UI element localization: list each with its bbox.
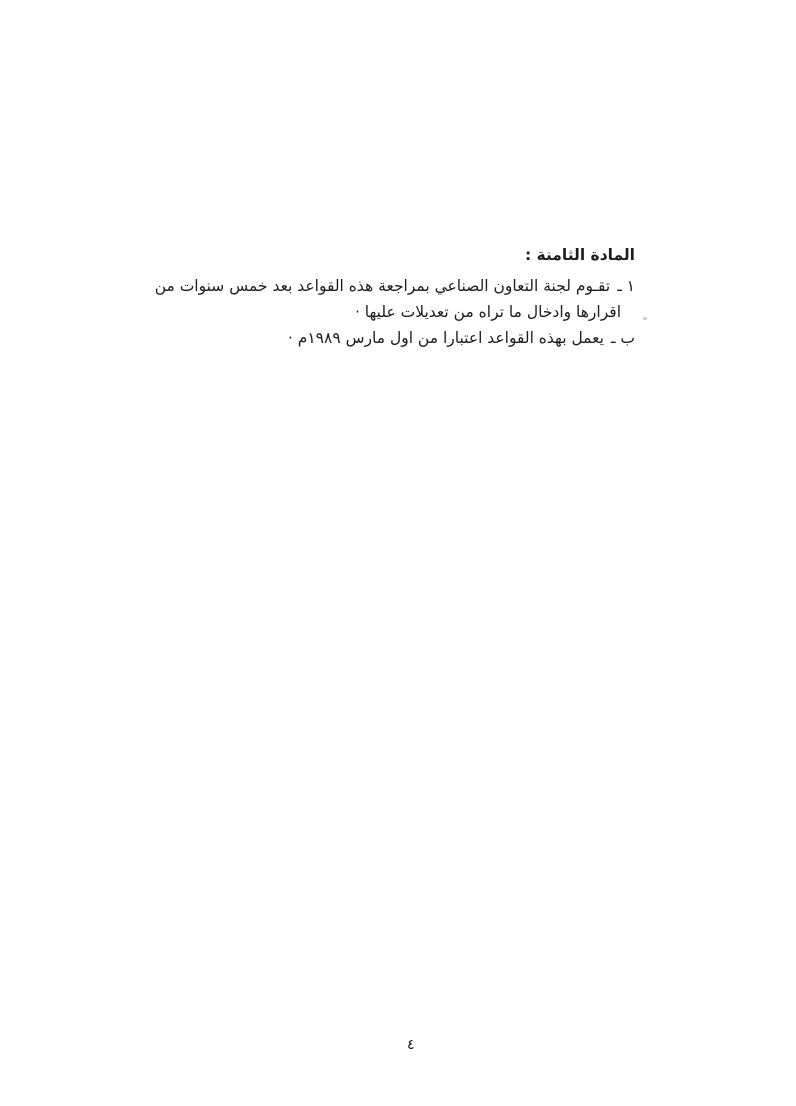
- page-number: ٤: [407, 1037, 415, 1053]
- list-item-2-text-line-1: يعمل بهذه القواعد اعتبارا من اول مارس ١٩٨٩م ·: [287, 329, 604, 347]
- list-item-2-marker: ب ـ: [610, 329, 635, 347]
- list-item-1-text-line-2: اقرارها وادخال ما تراه من تعديلات عليها ·: [354, 303, 621, 321]
- list-item-1-text-line-1: تقـوم لجنة التعاون الصناعي بمراجعة هذه القواعد بعد خمس سنوات من: [154, 277, 611, 295]
- scan-speck: [643, 317, 647, 320]
- list-item-1: [154, 273, 635, 299]
- article-block: [154, 242, 635, 351]
- article-heading: المادة الثامنة :: [524, 246, 635, 264]
- list-item-2: [173, 325, 635, 351]
- list-item-1-marker: ١ ـ: [617, 277, 635, 295]
